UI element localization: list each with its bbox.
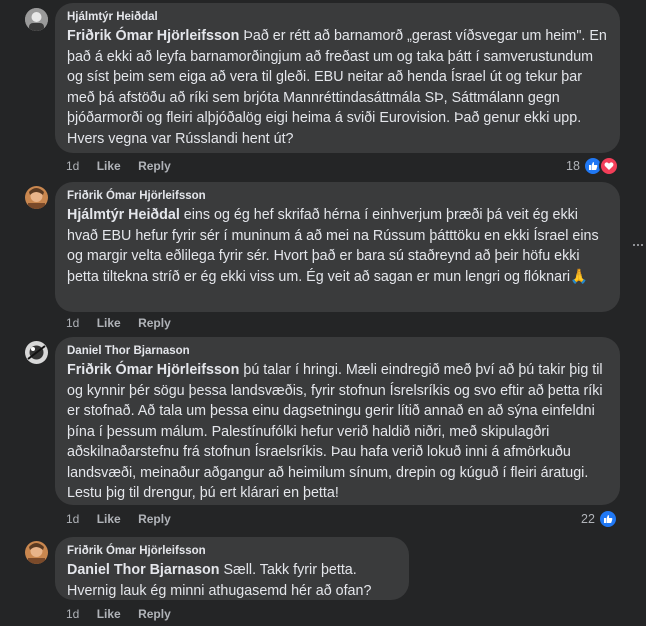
- comment-body: þú talar í hringi. Mæli eindregið með því að þú takir þig til og kynnir þér sögu þessa landsvæðis, fyrir stofnun Ísrelsríkis og svo eftir að þetta ríki er stofnað. Að tala um þessa einu dagsetningu gerir lítið annað en að sýna einfeldni þína í þessum málum. Palestínufólki hefur verið haldið niðri, með skipulagðri aðskilnaðarstefnu frá stofnun Ísraelsríkis. Þau hafa verið lokuð inni á afmörkuðu landsvæði, meinaður aðgangur að heimilum sínum, drepin og kúguð í fleiri áratugi. Lestu þig til drengur, þú ert klárari en þetta!: [67, 362, 603, 501]
- comment-body: Það er rétt að barnamorð „gerast víðsvegar um heim". En það á ekki að leyfa barnamorðingjum að freðast um og taka þátt í samverustundum og síst þeim sem eiga að vera til gleði. EBU neitar að henda Ísrael út og tekur þar með þá afstöðu að ríki sem brjóta Mannréttindasáttmála SÞ, Sáttmálann gegn þjóðarmorði og fleiri alþjóðalög eigi heima á sviði Eurovision. Það genur ekki upp. Hvers vegna var Rússlandi hent út?: [67, 28, 607, 147]
- like-button[interactable]: Like: [96, 316, 121, 330]
- like-icon: [598, 509, 618, 529]
- comment-time[interactable]: 1d: [66, 607, 80, 621]
- comment-text: [67, 205, 608, 287]
- comment-text: [67, 560, 397, 601]
- mention-link[interactable]: Daniel Thor Bjarnason: [67, 562, 220, 578]
- reaction-summary[interactable]: [566, 156, 619, 176]
- comment-body: eins og ég hef skrifað hérna í einhverjum þræði þá veit ég ekki hvað EBU hefur fyrir sér í muninum á að mei na Rússum þátttöku en ekki Ísrael eins og margir velta eðlilega fyrir sér. Hvort það er bara sú staðreynd að þeir höfu ekki þetta tiltekna stríð er ég ekki viss um. Ég veit að sagan er mun lengri og flóknari🙏: [67, 207, 599, 285]
- comment-bubble: [55, 3, 620, 153]
- comment-actions: [66, 315, 185, 331]
- comment-text: [67, 26, 608, 149]
- comment-body: Sæll. Takk fyrir þetta. Hvernig lauk ég minni athugasemd hér að ofan?: [67, 562, 372, 599]
- reaction-count: 18: [566, 159, 580, 173]
- comment-bubble: [55, 182, 620, 312]
- reply-button[interactable]: Reply: [138, 512, 171, 526]
- reply-button[interactable]: Reply: [138, 607, 171, 621]
- comment-actions: [66, 511, 185, 527]
- comment-time[interactable]: 1d: [66, 159, 80, 173]
- comment-author[interactable]: Hjálmtýr Heiðdal: [67, 11, 158, 23]
- comment-time[interactable]: 1d: [66, 512, 80, 526]
- reaction-summary[interactable]: [581, 509, 618, 529]
- comment-actions: [66, 158, 185, 174]
- reply-button[interactable]: Reply: [138, 159, 171, 173]
- like-button[interactable]: Like: [96, 607, 121, 621]
- reaction-count: 22: [581, 512, 595, 526]
- comment-bubble: [55, 537, 409, 600]
- comment-author[interactable]: Friðrik Ómar Hjörleifsson: [67, 545, 206, 557]
- comment-actions: [66, 606, 185, 622]
- more-options-icon[interactable]: [633, 238, 646, 252]
- avatar[interactable]: [25, 186, 48, 209]
- avatar[interactable]: [25, 341, 48, 364]
- like-button[interactable]: Like: [96, 512, 121, 526]
- comment-author[interactable]: Daniel Thor Bjarnason: [67, 345, 190, 357]
- like-button[interactable]: Like: [96, 159, 121, 173]
- reply-button[interactable]: Reply: [138, 316, 171, 330]
- comment-time[interactable]: 1d: [66, 316, 80, 330]
- comment-author[interactable]: Friðrik Ómar Hjörleifsson: [67, 190, 206, 202]
- mention-link[interactable]: Friðrik Ómar Hjörleifsson: [67, 28, 240, 44]
- avatar[interactable]: [25, 541, 48, 564]
- avatar[interactable]: [25, 8, 48, 31]
- mention-link[interactable]: Hjálmtýr Heiðdal: [67, 207, 180, 223]
- mention-link[interactable]: Friðrik Ómar Hjörleifsson: [67, 362, 240, 378]
- comment-text: [67, 360, 608, 504]
- comment-bubble: [55, 337, 620, 505]
- love-icon: [599, 156, 619, 176]
